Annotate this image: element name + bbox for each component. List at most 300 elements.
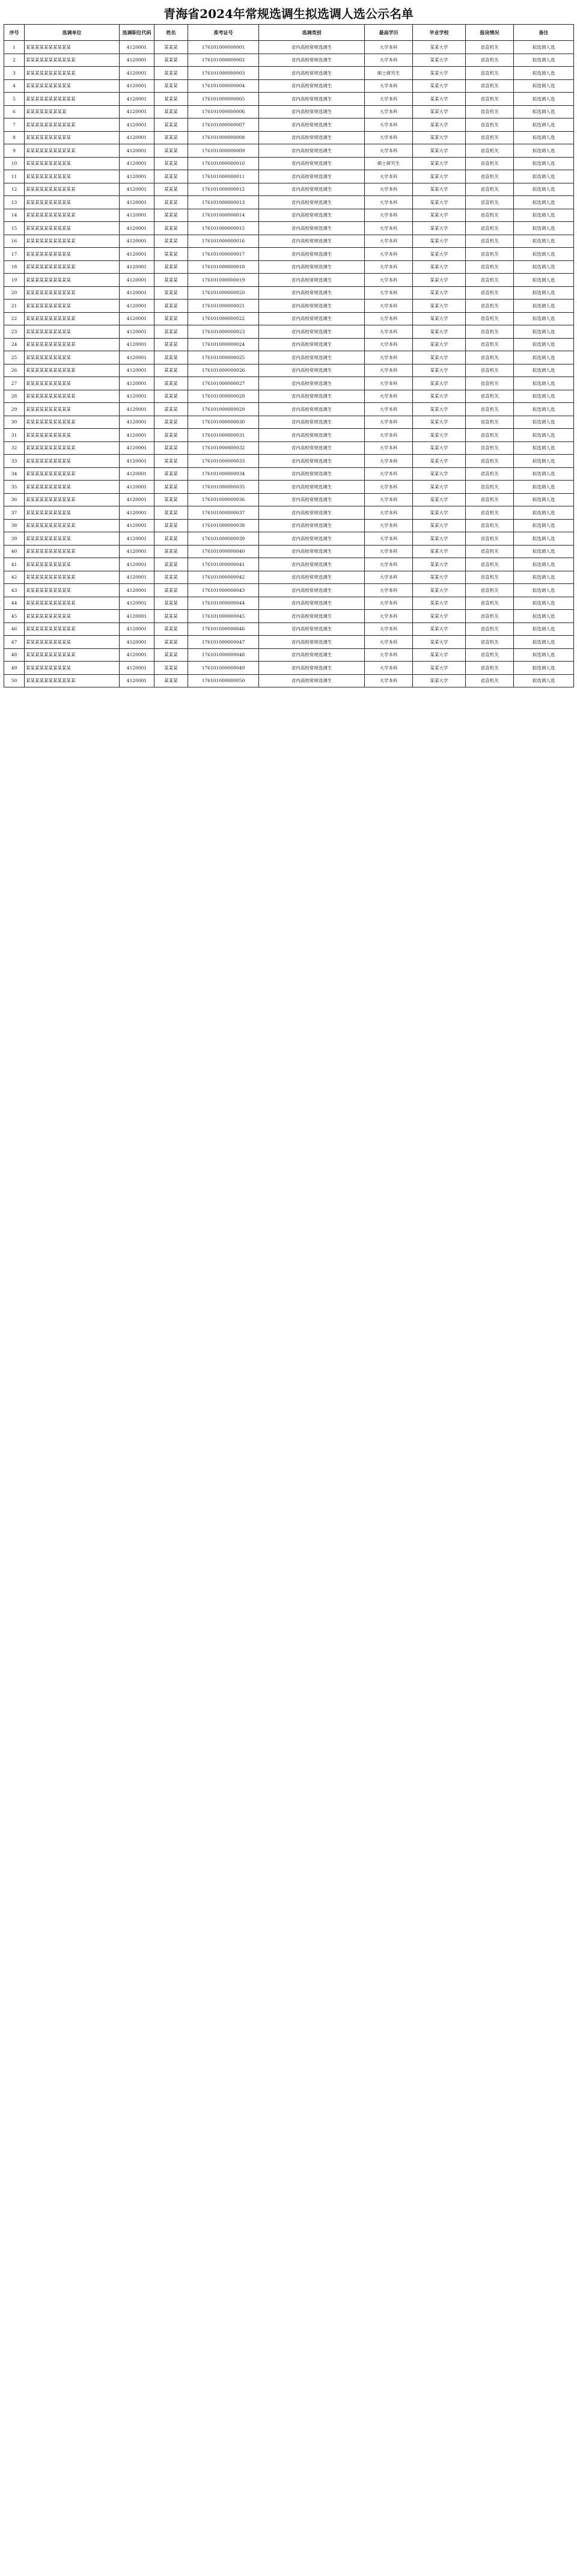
cell-school: 某某大学 [413, 571, 466, 584]
cell-seq: 46 [4, 622, 25, 636]
cell-code: 4120001 [120, 118, 154, 132]
cell-remark: 拟选调人选 [514, 662, 574, 675]
cell-status: 省直机关 [466, 196, 514, 209]
cell-seq: 38 [4, 519, 25, 532]
cell-name: 某某某 [154, 183, 188, 196]
cell-seq: 50 [4, 674, 25, 687]
cell-remark: 拟选调人选 [514, 286, 574, 300]
cell-unit: 某某某某某某某某某某 [25, 41, 120, 54]
cell-seq: 40 [4, 545, 25, 558]
cell-name: 某某某 [154, 403, 188, 416]
cell-code: 4120001 [120, 622, 154, 636]
cell-status: 省直机关 [466, 41, 514, 54]
cell-school: 某某大学 [413, 648, 466, 662]
cell-degree: 大学本科 [365, 481, 413, 494]
cell-code: 4120001 [120, 222, 154, 235]
cell-school: 某某大学 [413, 545, 466, 558]
cell-school: 某某大学 [413, 338, 466, 351]
cell-code: 4120001 [120, 209, 154, 222]
cell-remark: 拟选调人选 [514, 584, 574, 597]
cell-category: 省内高校常规选调生 [259, 54, 365, 67]
cell-status: 省直机关 [466, 144, 514, 158]
cell-status: 省直机关 [466, 532, 514, 546]
cell-code: 4120001 [120, 519, 154, 532]
cell-code: 4120001 [120, 364, 154, 377]
cell-degree: 大学本科 [365, 455, 413, 468]
cell-unit: 某某某某某某某某某某 [25, 558, 120, 571]
cell-school: 某某大学 [413, 493, 466, 506]
cell-unit: 某某某某某某某某某某 [25, 532, 120, 546]
table-row [4, 54, 574, 67]
cell-seq: 2 [4, 54, 25, 67]
cell-code: 4120001 [120, 338, 154, 351]
cell-seq: 43 [4, 584, 25, 597]
cell-degree: 大学本科 [365, 622, 413, 636]
cell-category: 省内高校常规选调生 [259, 235, 365, 248]
cell-school: 某某大学 [413, 170, 466, 183]
cell-school: 某某大学 [413, 209, 466, 222]
cell-category: 省内高校常规选调生 [259, 274, 365, 287]
cell-status: 省直机关 [466, 662, 514, 675]
cell-code: 4120001 [120, 636, 154, 649]
cell-school: 某某大学 [413, 93, 466, 106]
cell-seq: 41 [4, 558, 25, 571]
cell-code: 4120001 [120, 558, 154, 571]
cell-category: 省内高校常规选调生 [259, 170, 365, 183]
cell-unit: 某某某某某某某某某某某 [25, 674, 120, 687]
cell-code: 4120001 [120, 93, 154, 106]
header-seq: 序号 [4, 25, 25, 41]
cell-remark: 拟选调人选 [514, 519, 574, 532]
table-row [4, 93, 574, 106]
cell-category: 省内高校常规选调生 [259, 648, 365, 662]
cell-seq: 47 [4, 636, 25, 649]
cell-remark: 拟选调人选 [514, 571, 574, 584]
cell-degree: 大学本科 [365, 105, 413, 118]
cell-seq: 44 [4, 597, 25, 610]
cell-name: 某某某 [154, 429, 188, 442]
candidate-table [4, 24, 574, 687]
cell-remark: 拟选调人选 [514, 648, 574, 662]
cell-category: 省内高校常规选调生 [259, 131, 365, 144]
cell-category: 省内高校常规选调生 [259, 209, 365, 222]
cell-ticket: 176101000000037 [188, 506, 259, 520]
cell-category: 省内高校常规选调生 [259, 636, 365, 649]
cell-name: 某某某 [154, 144, 188, 158]
cell-unit: 某某某某某某某某某某 [25, 170, 120, 183]
cell-seq: 25 [4, 351, 25, 364]
cell-category: 省内高校常规选调生 [259, 248, 365, 261]
cell-degree: 大学本科 [365, 196, 413, 209]
cell-school: 某某大学 [413, 416, 466, 429]
table-row [4, 364, 574, 377]
cell-degree: 大学本科 [365, 235, 413, 248]
table-row [4, 325, 574, 339]
cell-unit: 某某某某某某某某某某某 [25, 519, 120, 532]
cell-unit: 某某某某某某某某某某 [25, 131, 120, 144]
cell-school: 某某大学 [413, 558, 466, 571]
cell-category: 省内高校常规选调生 [259, 312, 365, 325]
cell-ticket: 176101000000046 [188, 622, 259, 636]
cell-code: 4120001 [120, 260, 154, 274]
cell-code: 4120001 [120, 481, 154, 494]
cell-code: 4120001 [120, 403, 154, 416]
cell-unit: 某某某某某某某某某某某 [25, 364, 120, 377]
cell-school: 某某大学 [413, 54, 466, 67]
cell-remark: 拟选调人选 [514, 131, 574, 144]
cell-category: 省内高校常规选调生 [259, 532, 365, 546]
cell-name: 某某某 [154, 274, 188, 287]
cell-remark: 拟选调人选 [514, 597, 574, 610]
cell-degree: 大学本科 [365, 441, 413, 455]
cell-degree: 大学本科 [365, 274, 413, 287]
cell-seq: 31 [4, 429, 25, 442]
cell-school: 某某大学 [413, 532, 466, 546]
cell-category: 省内高校常规选调生 [259, 481, 365, 494]
cell-name: 某某某 [154, 300, 188, 313]
table-row [4, 493, 574, 506]
cell-school: 某某大学 [413, 429, 466, 442]
cell-code: 4120001 [120, 105, 154, 118]
cell-seq: 30 [4, 416, 25, 429]
cell-school: 某某大学 [413, 235, 466, 248]
cell-school: 某某大学 [413, 274, 466, 287]
cell-unit: 某某某某某某某某某某某 [25, 118, 120, 132]
cell-ticket: 176101000000010 [188, 157, 259, 170]
cell-code: 4120001 [120, 571, 154, 584]
cell-school: 某某大学 [413, 260, 466, 274]
cell-category: 省内高校常规选调生 [259, 300, 365, 313]
cell-name: 某某某 [154, 235, 188, 248]
cell-school: 某某大学 [413, 118, 466, 132]
cell-code: 4120001 [120, 351, 154, 364]
cell-name: 某某某 [154, 558, 188, 571]
table-row [4, 41, 574, 54]
table-row [4, 662, 574, 675]
cell-unit: 某某某某某某某某某某某 [25, 338, 120, 351]
cell-degree: 大学本科 [365, 325, 413, 339]
cell-category: 省内高校常规选调生 [259, 41, 365, 54]
table-row [4, 235, 574, 248]
cell-remark: 拟选调人选 [514, 377, 574, 390]
cell-code: 4120001 [120, 79, 154, 93]
cell-category: 省内高校常规选调生 [259, 545, 365, 558]
cell-code: 4120001 [120, 157, 154, 170]
table-row [4, 131, 574, 144]
cell-name: 某某某 [154, 674, 188, 687]
cell-category: 省内高校常规选调生 [259, 351, 365, 364]
cell-status: 省直机关 [466, 390, 514, 403]
cell-status: 省直机关 [466, 209, 514, 222]
cell-school: 某某大学 [413, 610, 466, 623]
table-row [4, 377, 574, 390]
cell-ticket: 176101000000033 [188, 455, 259, 468]
table-row [4, 636, 574, 649]
cell-category: 省内高校常规选调生 [259, 662, 365, 675]
header-status: 报岗情况 [466, 25, 514, 41]
cell-status: 省直机关 [466, 493, 514, 506]
cell-unit: 某某某某某某某某某某 [25, 429, 120, 442]
cell-seq: 23 [4, 325, 25, 339]
cell-unit: 某某某某某某某某某某某 [25, 260, 120, 274]
cell-code: 4120001 [120, 662, 154, 675]
cell-degree: 大学本科 [365, 300, 413, 313]
cell-code: 4120001 [120, 248, 154, 261]
cell-seq: 21 [4, 300, 25, 313]
cell-remark: 拟选调人选 [514, 622, 574, 636]
cell-degree: 大学本科 [365, 131, 413, 144]
cell-ticket: 176101000000016 [188, 235, 259, 248]
cell-code: 4120001 [120, 416, 154, 429]
cell-status: 省直机关 [466, 351, 514, 364]
cell-remark: 拟选调人选 [514, 610, 574, 623]
cell-remark: 拟选调人选 [514, 441, 574, 455]
cell-seq: 8 [4, 131, 25, 144]
cell-category: 省内高校常规选调生 [259, 390, 365, 403]
cell-degree: 大学本科 [365, 597, 413, 610]
cell-name: 某某某 [154, 519, 188, 532]
cell-category: 省内高校常规选调生 [259, 416, 365, 429]
cell-category: 省内高校常规选调生 [259, 377, 365, 390]
cell-code: 4120001 [120, 648, 154, 662]
cell-category: 省内高校常规选调生 [259, 79, 365, 93]
table-row [4, 170, 574, 183]
cell-name: 某某某 [154, 584, 188, 597]
cell-seq: 37 [4, 506, 25, 520]
cell-school: 某某大学 [413, 441, 466, 455]
cell-name: 某某某 [154, 506, 188, 520]
cell-remark: 拟选调人选 [514, 196, 574, 209]
cell-status: 省直机关 [466, 545, 514, 558]
cell-status: 省直机关 [466, 54, 514, 67]
cell-seq: 27 [4, 377, 25, 390]
cell-ticket: 176101000000038 [188, 519, 259, 532]
cell-name: 某某某 [154, 79, 188, 93]
cell-remark: 拟选调人选 [514, 79, 574, 93]
table-row [4, 429, 574, 442]
cell-school: 某某大学 [413, 622, 466, 636]
table-row [4, 467, 574, 481]
cell-degree: 大学本科 [365, 41, 413, 54]
table-row [4, 532, 574, 546]
cell-code: 4120001 [120, 429, 154, 442]
cell-status: 省直机关 [466, 481, 514, 494]
cell-category: 省内高校常规选调生 [259, 558, 365, 571]
cell-code: 4120001 [120, 506, 154, 520]
cell-unit: 某某某某某某某某某某某 [25, 183, 120, 196]
cell-category: 省内高校常规选调生 [259, 196, 365, 209]
cell-name: 某某某 [154, 571, 188, 584]
cell-unit: 某某某某某某某某某某某 [25, 416, 120, 429]
cell-degree: 大学本科 [365, 183, 413, 196]
cell-status: 省直机关 [466, 441, 514, 455]
cell-seq: 7 [4, 118, 25, 132]
cell-unit: 某某某某某某某某某某某 [25, 312, 120, 325]
cell-status: 省直机关 [466, 377, 514, 390]
table-row [4, 222, 574, 235]
cell-degree: 大学本科 [365, 662, 413, 675]
cell-status: 省直机关 [466, 118, 514, 132]
cell-ticket: 176101000000006 [188, 105, 259, 118]
cell-status: 省直机关 [466, 674, 514, 687]
cell-status: 省直机关 [466, 622, 514, 636]
table-row [4, 79, 574, 93]
cell-degree: 大学本科 [365, 351, 413, 364]
cell-unit: 某某某某某某某某某某某 [25, 441, 120, 455]
cell-name: 某某某 [154, 41, 188, 54]
cell-name: 某某某 [154, 377, 188, 390]
cell-seq: 16 [4, 235, 25, 248]
table-row [4, 67, 574, 80]
cell-remark: 拟选调人选 [514, 416, 574, 429]
cell-unit: 某某某某某某某某某某 [25, 506, 120, 520]
cell-school: 某某大学 [413, 286, 466, 300]
table-row [4, 248, 574, 261]
table-row [4, 300, 574, 313]
cell-ticket: 176101000000029 [188, 403, 259, 416]
cell-ticket: 176101000000026 [188, 364, 259, 377]
table-row [4, 118, 574, 132]
cell-unit: 某某某某某某某某某某某 [25, 209, 120, 222]
cell-name: 某某某 [154, 441, 188, 455]
cell-remark: 拟选调人选 [514, 455, 574, 468]
cell-ticket: 176101000000035 [188, 481, 259, 494]
cell-degree: 大学本科 [365, 429, 413, 442]
cell-seq: 35 [4, 481, 25, 494]
cell-code: 4120001 [120, 131, 154, 144]
cell-unit: 某某某某某某某某某某 [25, 481, 120, 494]
cell-name: 某某某 [154, 325, 188, 339]
cell-ticket: 176101000000018 [188, 260, 259, 274]
cell-unit: 某某某某某某某某某某 [25, 636, 120, 649]
cell-code: 4120001 [120, 170, 154, 183]
cell-name: 某某某 [154, 67, 188, 80]
cell-ticket: 176101000000040 [188, 545, 259, 558]
cell-code: 4120001 [120, 584, 154, 597]
cell-status: 省直机关 [466, 364, 514, 377]
cell-name: 某某某 [154, 157, 188, 170]
cell-degree: 大学本科 [365, 170, 413, 183]
cell-school: 某某大学 [413, 455, 466, 468]
cell-unit: 某某某某某某某某某某某 [25, 597, 120, 610]
cell-remark: 拟选调人选 [514, 506, 574, 520]
cell-category: 省内高校常规选调生 [259, 67, 365, 80]
cell-seq: 29 [4, 403, 25, 416]
cell-status: 省直机关 [466, 403, 514, 416]
cell-remark: 拟选调人选 [514, 532, 574, 546]
cell-unit: 某某某某某某某某某某某 [25, 235, 120, 248]
cell-category: 省内高校常规选调生 [259, 286, 365, 300]
cell-ticket: 176101000000023 [188, 325, 259, 339]
cell-name: 某某某 [154, 610, 188, 623]
cell-ticket: 176101000000012 [188, 183, 259, 196]
cell-ticket: 176101000000036 [188, 493, 259, 506]
cell-name: 某某某 [154, 131, 188, 144]
cell-unit: 某某某某某某某某某某 [25, 610, 120, 623]
cell-remark: 拟选调人选 [514, 300, 574, 313]
cell-status: 省直机关 [466, 519, 514, 532]
cell-code: 4120001 [120, 144, 154, 158]
cell-name: 某某某 [154, 248, 188, 261]
cell-degree: 大学本科 [365, 390, 413, 403]
cell-school: 某某大学 [413, 506, 466, 520]
header-degree: 最高学历 [365, 25, 413, 41]
cell-seq: 45 [4, 610, 25, 623]
cell-status: 省直机关 [466, 416, 514, 429]
cell-status: 省直机关 [466, 274, 514, 287]
cell-status: 省直机关 [466, 183, 514, 196]
cell-seq: 5 [4, 93, 25, 106]
cell-school: 某某大学 [413, 674, 466, 687]
cell-status: 省直机关 [466, 105, 514, 118]
cell-category: 省内高校常规选调生 [259, 325, 365, 339]
cell-ticket: 176101000000044 [188, 597, 259, 610]
cell-name: 某某某 [154, 622, 188, 636]
cell-ticket: 176101000000039 [188, 532, 259, 546]
cell-school: 某某大学 [413, 662, 466, 675]
cell-name: 某某某 [154, 196, 188, 209]
cell-status: 省直机关 [466, 558, 514, 571]
cell-name: 某某某 [154, 545, 188, 558]
cell-degree: 大学本科 [365, 377, 413, 390]
cell-seq: 24 [4, 338, 25, 351]
cell-seq: 39 [4, 532, 25, 546]
cell-ticket: 176101000000005 [188, 93, 259, 106]
cell-degree: 大学本科 [365, 248, 413, 261]
cell-school: 某某大学 [413, 41, 466, 54]
cell-ticket: 176101000000008 [188, 131, 259, 144]
cell-degree: 大学本科 [365, 144, 413, 158]
cell-unit: 某某某某某某某某某某 [25, 455, 120, 468]
cell-category: 省内高校常规选调生 [259, 519, 365, 532]
table-row [4, 648, 574, 662]
cell-ticket: 176101000000028 [188, 390, 259, 403]
cell-school: 某某大学 [413, 105, 466, 118]
cell-remark: 拟选调人选 [514, 93, 574, 106]
cell-name: 某某某 [154, 338, 188, 351]
cell-remark: 拟选调人选 [514, 338, 574, 351]
cell-degree: 大学本科 [365, 558, 413, 571]
cell-status: 省直机关 [466, 157, 514, 170]
cell-school: 某某大学 [413, 467, 466, 481]
cell-school: 某某大学 [413, 131, 466, 144]
cell-name: 某某某 [154, 662, 188, 675]
cell-category: 省内高校常规选调生 [259, 403, 365, 416]
cell-name: 某某某 [154, 54, 188, 67]
cell-remark: 拟选调人选 [514, 545, 574, 558]
cell-status: 省直机关 [466, 286, 514, 300]
cell-seq: 15 [4, 222, 25, 235]
cell-ticket: 176101000000027 [188, 377, 259, 390]
cell-degree: 大学本科 [365, 584, 413, 597]
header-category: 选调类别 [259, 25, 365, 41]
cell-code: 4120001 [120, 183, 154, 196]
cell-unit: 某某某某某某某某某某 [25, 584, 120, 597]
table-row [4, 571, 574, 584]
cell-school: 某某大学 [413, 222, 466, 235]
cell-remark: 拟选调人选 [514, 403, 574, 416]
cell-remark: 拟选调人选 [514, 144, 574, 158]
cell-seq: 3 [4, 67, 25, 80]
cell-category: 省内高校常规选调生 [259, 105, 365, 118]
cell-school: 某某大学 [413, 390, 466, 403]
cell-remark: 拟选调人选 [514, 170, 574, 183]
cell-degree: 大学本科 [365, 545, 413, 558]
table-header-row [4, 25, 574, 41]
cell-status: 省直机关 [466, 467, 514, 481]
table-row [4, 312, 574, 325]
cell-unit: 某某某某某某某某某某某 [25, 545, 120, 558]
